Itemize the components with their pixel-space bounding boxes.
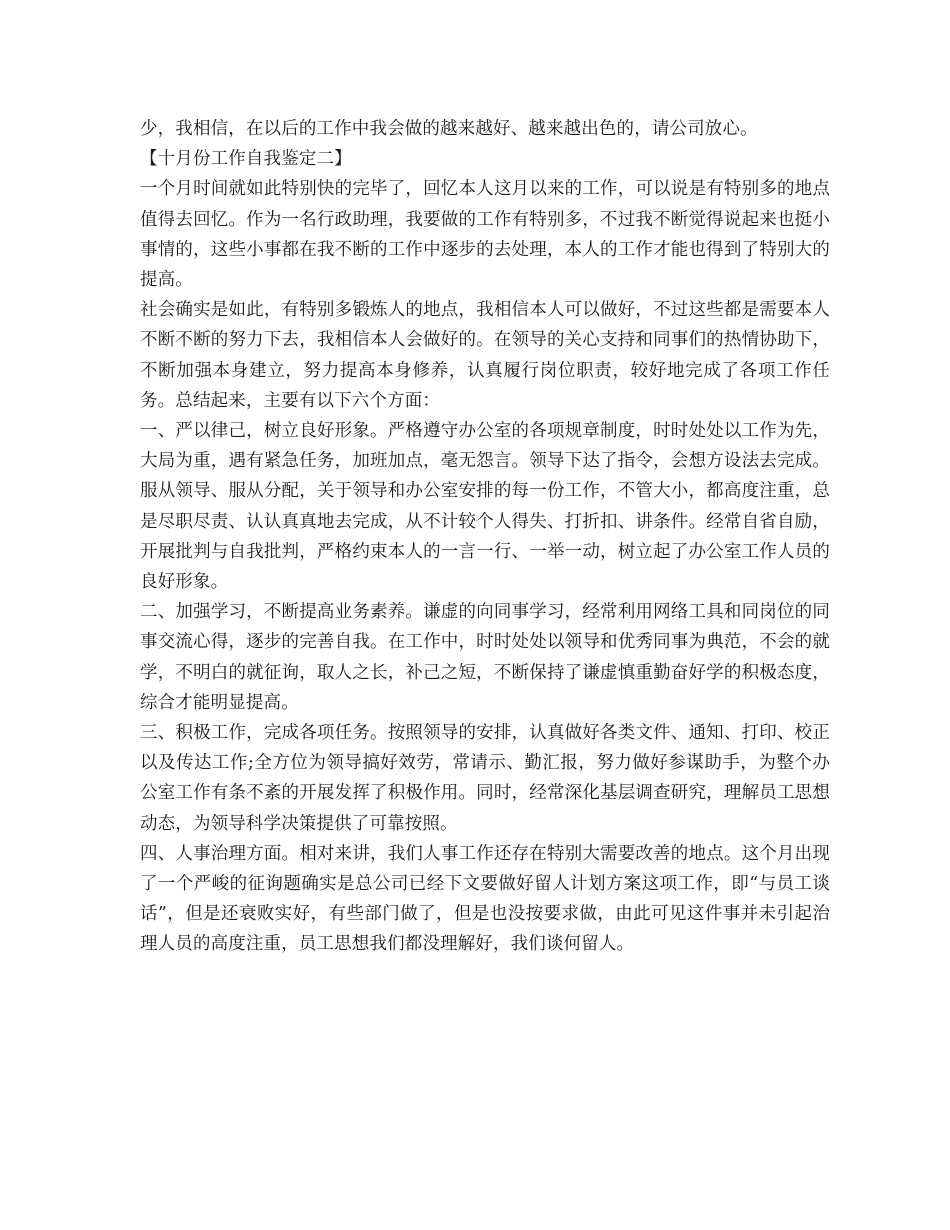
paragraph-intro: 一个月时间就如此特别快的完毕了，回忆本人这月以来的工作，可以说是有特别多的地点值得去回忆。作为一名行政助理，我要做的工作有特别多，不过我不断觉得说起来也挺小事情的，这些小事都在我不断的工作中逐步的去处理，本人的工作才能也得到了特别大的提高。: [140, 179, 830, 291]
paragraph-point-one: 一、严以律己，树立良好形象。严格遵守办公室的各项规章制度，时时处处以工作为先，大局为重，遇有紧急任务，加班加点，毫无怨言。领导下达了指令，会想方设法去完成。服从领导、服从分配，关于领导和办公室安排的每一份工作，不管大小，都高度注重，总是尽职尽责、认认真真地去完成，从不计较个人得失、打折扣、讲条件。经常自省自励，开展批判与自我批判，严格约束本人的一言一行、一举一动，树立起了办公室工作人员的良好形象。: [140, 421, 830, 593]
paragraph-point-four: 四、人事治理方面。相对来讲，我们人事工作还存在特别大需要改善的地点。这个月出现了一个严峻的征询题确实是总公司已经下文要做好留人计划方案这项工作，即“与员工谈话”，但是还衰败实好，有些部门做了，但是也没按要求做，由此可见这件事并未引起治理人员的高度注重，员工思想我们都没理解好，我们谈何留人。: [140, 843, 830, 955]
paragraph-point-three: 三、积极工作，完成各项任务。按照领导的安排，认真做好各类文件、通知、打印、校正以及传达工作;全方位为领导搞好效劳，常请示、勤汇报，努力做好参谋助手，为整个办公室工作有条不紊的开展发挥了积极作用。同时，经常深化基层调查研究，理解员工思想动态，为领导科学决策提供了可靠按照。: [140, 723, 830, 834]
section-heading: 【十月份工作自我鉴定二】: [140, 149, 352, 170]
paragraph-summary: 社会确实是如此，有特别多锻炼人的地点，我相信本人可以做好，不过这些都是需要本人不断不断的努力下去，我相信本人会做好的。在领导的关心支持和同事们的热情协助下，不断加强本身建立，努力提高本身修养，认真履行岗位职责，较好地完成了各项工作任务。总结起来，主要有以下六个方面：: [140, 300, 830, 411]
document-body: [140, 114, 830, 960]
paragraph-continuation: 少，我相信，在以后的工作中我会做的越来越好、越来越出色的，请公司放心。: [140, 119, 758, 139]
paragraph-point-two: 二、加强学习，不断提高业务素养。谦虚的向同事学习，经常利用网络工具和同岗位的同事交流心得，逐步的完善自我。在工作中，时时处处以领导和优秀同事为典范，不会的就学，不明白的就征询，取人之长，补己之短，不断保持了谦虚慎重勤奋好学的积极态度，综合才能明显提高。: [140, 602, 830, 713]
